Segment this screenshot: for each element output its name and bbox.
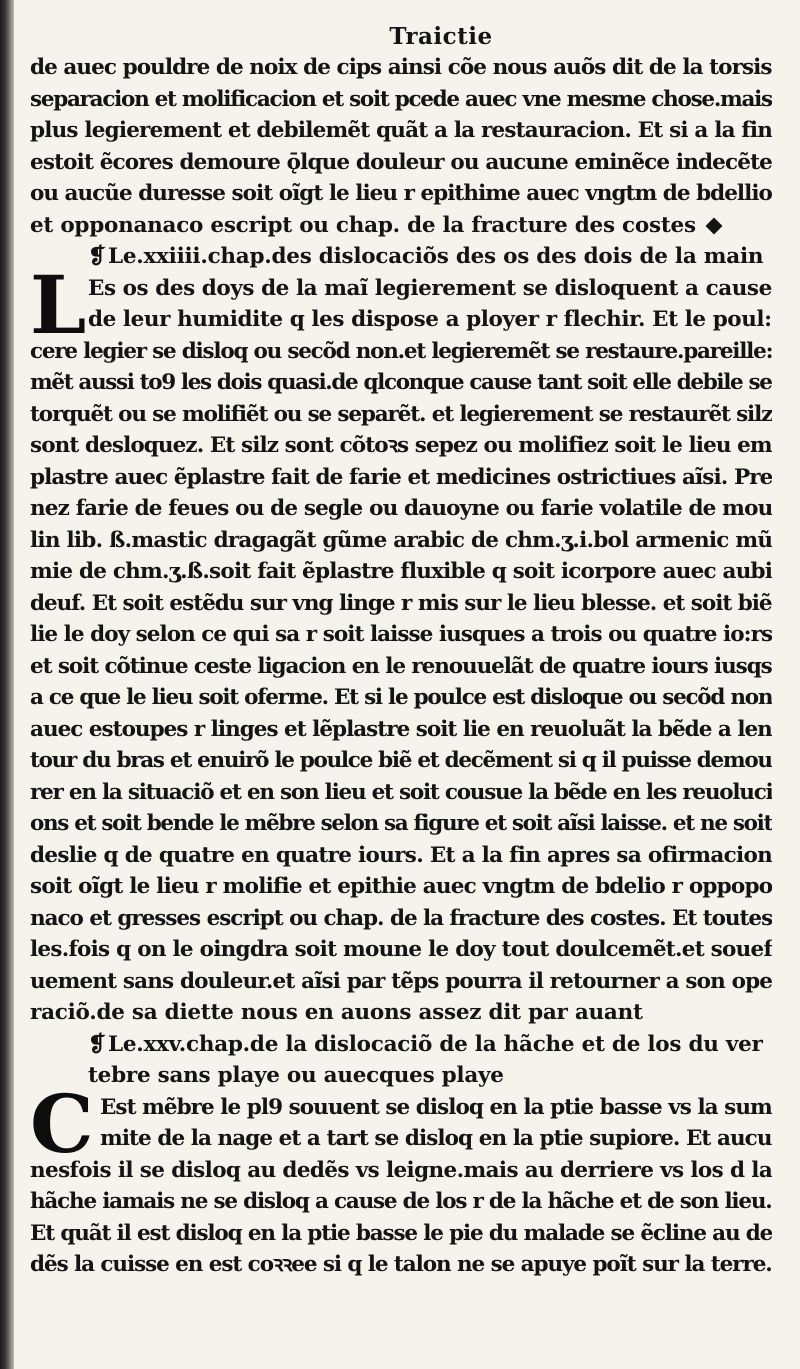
text-line: ons et soit bende le mẽbre selon sa figure et soit aĩsi laisse. et ne soit <box>30 811 772 836</box>
text-line: ou aucũe duresse soit oĩgt le lieu r epithime auec vngtm de bdellio <box>30 181 772 206</box>
chapter-heading-text: Le.xxiiii.chap.des dislocaciõs des os des dois de la main <box>108 244 764 269</box>
page-gutter-shadow <box>0 0 14 1369</box>
text-line: naco et gresses escript ou chap. de la fracture des costes. Et toutes <box>30 905 772 931</box>
text-line: Est mẽbre le pl9 souuent se disloq en la ptie basse vs la sum <box>100 1094 772 1120</box>
text-line: estoit ẽcores demoure ǭlque douleur ou aucune eminẽce indecẽte <box>30 149 772 175</box>
text-line: mẽt aussi to9 les dois quasi.de qlconque cause tant soit elle debile se <box>30 370 772 395</box>
chapter-heading-text: Le.xxv.chap.de la dislocaciõ de la hãche et de los du ver <box>108 1031 763 1057</box>
fleuron-icon <box>705 217 722 234</box>
text-line: de leur humidite q les dispose a ployer r flechir. Et le poul: <box>88 307 772 332</box>
text-line: lie le doy selon ce qui sa r soit laisse iusques a trois ou quatre io:rs <box>30 622 772 647</box>
text-line: raciõ.de sa diette nous en auons assez dit par auant <box>30 1000 643 1025</box>
text-line: dẽs la cuisse en est coꝛꝛee si q le talon ne se apuye poĩt sur la terre. <box>30 1252 772 1277</box>
drop-cap-initial: C <box>30 1076 94 1171</box>
pilcrow-icon: ❡ <box>88 244 106 269</box>
paragraph-2 <box>30 257 772 1029</box>
text-line <box>30 210 772 242</box>
pilcrow-icon: ❡ <box>88 1031 106 1057</box>
text-line: et soit cõtinue ceste ligacion en le renouuelãt de quatre iours iusqs <box>30 653 772 679</box>
text-block <box>30 22 772 1281</box>
text-line: a ce que le lieu soit oferme. Et si le poulce est disloque ou secõd non <box>30 685 772 710</box>
text-line-content: et opponanaco escript ou chap. de la fracture des costes <box>30 212 696 238</box>
paragraph-3 <box>30 1076 772 1281</box>
text-line: mite de la nage et a tart se disloq en la ptie supiore. Et aucu <box>100 1126 772 1151</box>
text-line: Et quãt il est disloq en la ptie basse le pie du malade se ẽcline au de <box>30 1220 772 1246</box>
running-head: Traictie <box>389 23 493 50</box>
text-line: separacion et molificacion et soit pcede auec vne mesme chose.mais <box>30 86 772 112</box>
text-line: deuf. Et soit estẽdu sur vng linge r mis sur le lieu blesse. et soit biẽ <box>30 590 772 616</box>
drop-cap-initial: L <box>30 257 86 352</box>
text-line: sont desloquez. Et silz sont cõtoꝛs sepez ou molifiez soit le lieu em <box>30 433 772 458</box>
chapter-heading-25-cont: tebre sans playe ou auecques playe <box>88 1063 504 1088</box>
text-line: tour du bras et enuirõ le poulce biẽ et decẽment si q il puisse demou <box>30 748 772 773</box>
paragraph-1 <box>30 52 772 241</box>
text-line: uement sans douleur.et aĩsi par tẽps pourra il retourner a son ope <box>30 968 772 994</box>
text-line: les.fois q on le oingdra soit moune le doy tout doulcemẽt.et souef <box>30 937 772 962</box>
text-line: mie de chm.ʒ.ß.soit fait ẽplastre fluxible q soit icorpore auec aubi <box>30 559 772 584</box>
text-line: hãche iamais ne se disloq a cause de los r de la hãche et de son lieu. <box>30 1189 772 1214</box>
chapter-heading-25 <box>30 1029 772 1061</box>
text-line: Es os des doys de la maĩ legierement se disloquent a cause <box>88 275 772 301</box>
text-line: torquẽt ou se molifiẽt ou se separẽt. et legierement se restaurẽt silz <box>30 401 772 427</box>
text-line: rer en la situaciõ et en son lieu et soit cousue la bẽde en les reuoluci <box>30 779 772 805</box>
text-line: cere legier se disloq ou secõd non.et legieremẽt se restaure.pareille: <box>30 338 772 364</box>
chapter-heading-24 <box>30 241 772 273</box>
text-line: soit oĩgt le lieu r molifie et epithie auec vngtm de bdelio r oppopo <box>30 874 772 899</box>
text-line: lin lib. ß.mastic dragagãt gũme arabic de chm.ʒ.i.bol armenic mũ <box>30 527 772 553</box>
text-line: nez farie de feues ou de segle ou dauoyne ou farie volatile de mou <box>30 496 772 521</box>
text-line: de auec pouldre de noix de cips ainsi cõe nous auõs dit de la torsis <box>30 55 772 80</box>
text-line: nesfois il se disloq au dedẽs vs leigne.mais au derriere vs los d la <box>30 1157 772 1183</box>
text-line: plus legierement et debilemẽt quãt a la restauracion. Et si a la fin <box>30 118 772 143</box>
text-line: auec estoupes r linges et lẽplastre soit lie en reuoluãt la bẽde a len <box>30 716 772 742</box>
text-line: plastre auec ẽplastre fait de farie et medicines ostrictiues aĩsi. Pre <box>30 464 772 490</box>
text-line: deslie q de quatre en quatre iours. Et a la fin apres sa ofirmacion <box>30 842 772 868</box>
